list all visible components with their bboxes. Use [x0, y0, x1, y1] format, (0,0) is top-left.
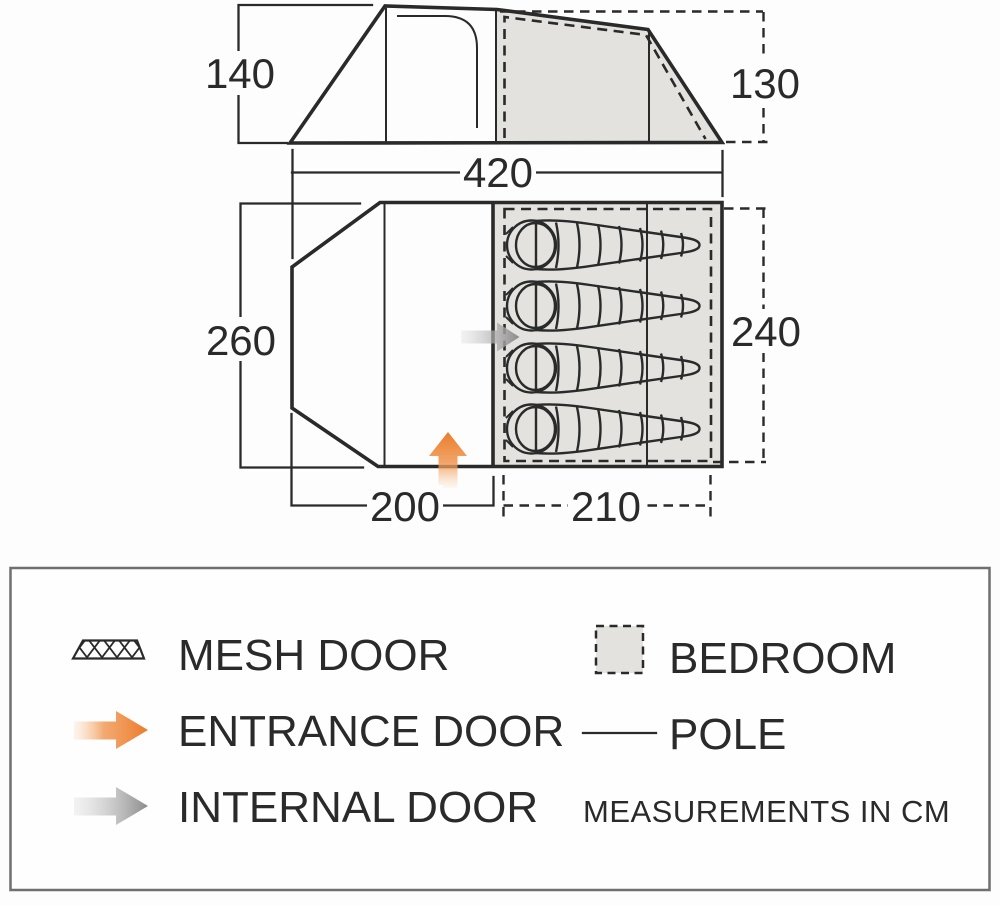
dim-total-length: 420: [462, 149, 534, 196]
plan-bedroom-shaded-area: [493, 203, 722, 467]
legend-pole-label: POLE: [669, 710, 787, 759]
floor-plan-view: [206, 203, 801, 531]
dimension-200: [292, 414, 494, 530]
dimension-240: [713, 209, 801, 463]
dim-front-height: 140: [204, 50, 276, 97]
legend-bedroom-label: BEDROOM: [669, 634, 897, 683]
legend-entrance-door-label: ENTRANCE DOOR: [178, 707, 565, 756]
bedroom-swatch-icon: [596, 626, 643, 673]
dimension-140: [205, 5, 372, 143]
dim-living-length: 200: [369, 483, 441, 530]
legend-mesh-door-label: MESH DOOR: [178, 631, 450, 680]
dim-bedroom-width: 240: [730, 308, 802, 355]
dim-bedroom-length: 210: [570, 483, 642, 530]
dim-overall-width: 260: [205, 317, 277, 364]
dim-rear-height: 130: [729, 60, 801, 107]
entrance-door-arrow: [429, 432, 467, 488]
legend-internal-door-label: INTERNAL DOOR: [178, 783, 539, 832]
elevation-bedroom-shaded-area: [496, 11, 722, 142]
legend: [11, 568, 990, 890]
elevation-door-outline: [397, 16, 477, 128]
measurements-note: MEASUREMENTS IN CM: [583, 794, 951, 829]
dimension-210: [504, 475, 711, 530]
dimension-260: [206, 204, 363, 468]
